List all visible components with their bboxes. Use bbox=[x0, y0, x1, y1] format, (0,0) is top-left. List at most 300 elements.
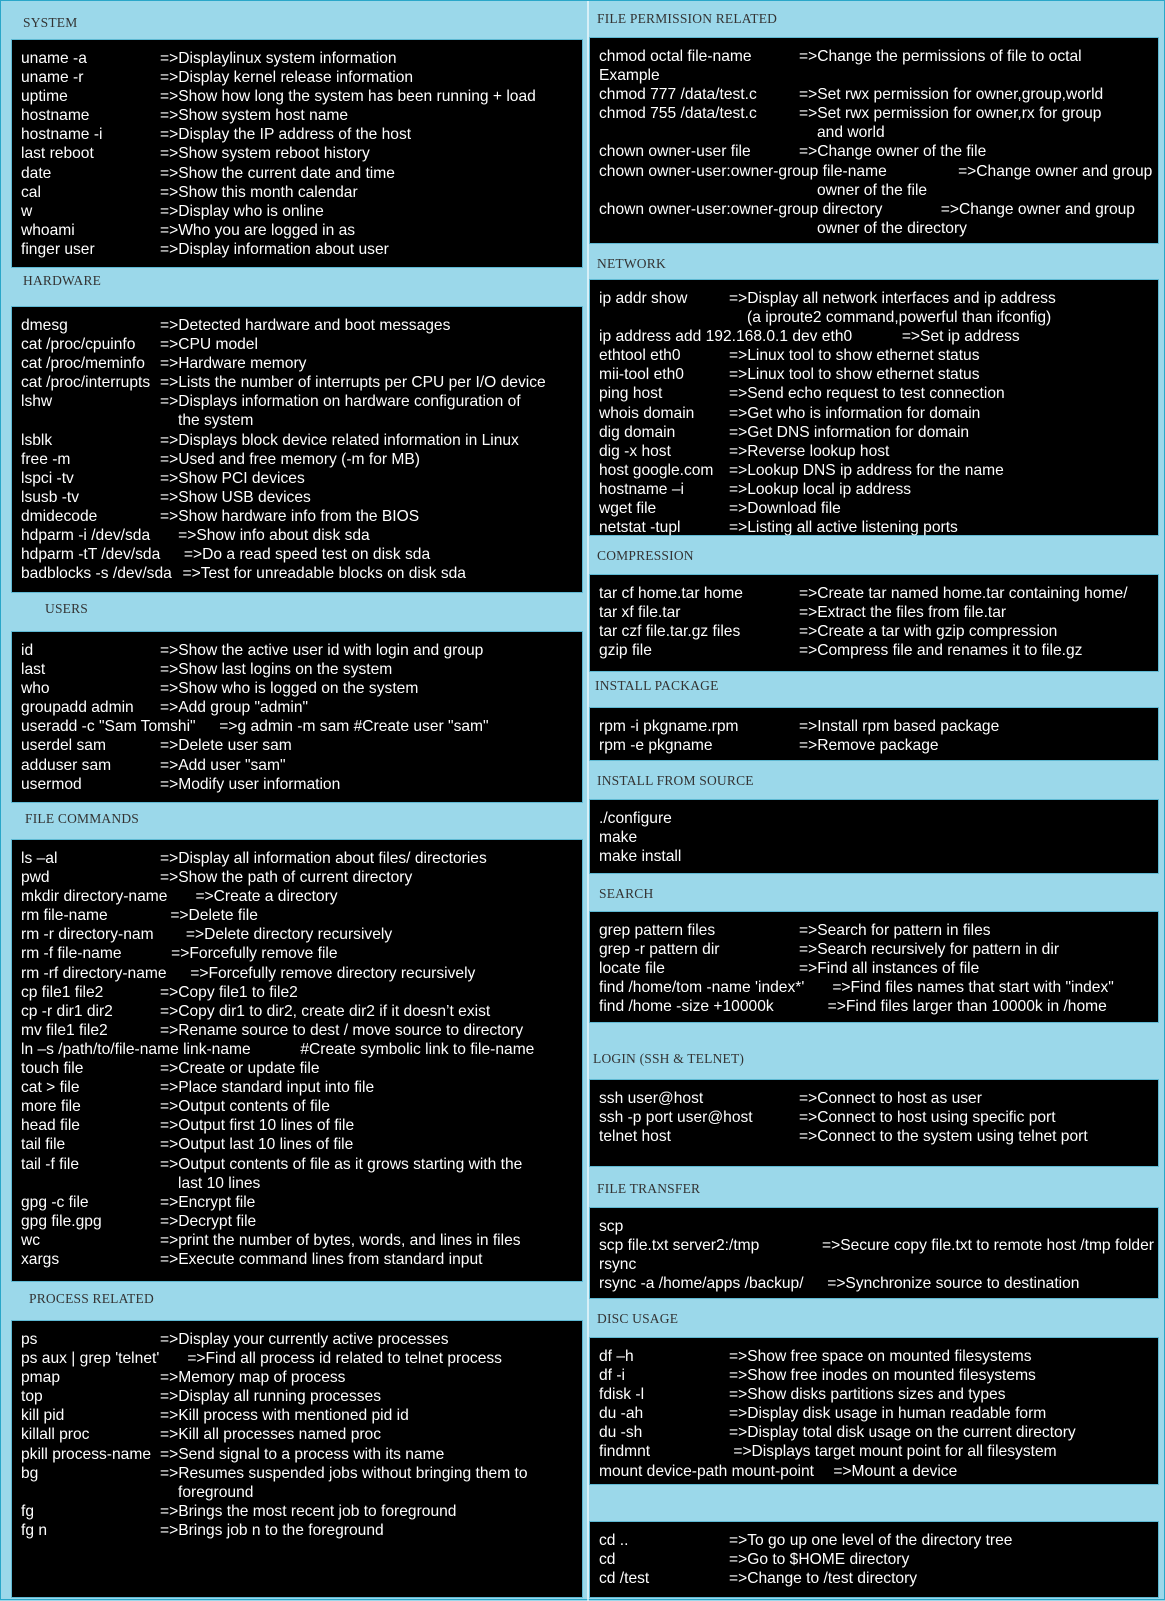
command: tail file bbox=[21, 1136, 66, 1154]
command: badblocks -s /dev/sda bbox=[21, 565, 181, 583]
command-description: =>Copy file1 to file2 bbox=[160, 983, 298, 1001]
command-row bbox=[21, 736, 582, 755]
command: chown owner-user file bbox=[599, 143, 751, 161]
command-row bbox=[599, 1217, 1158, 1236]
command-description-continued: (a iproute2 command,powerful than ifconfig) bbox=[747, 309, 1052, 327]
command: cd .. bbox=[599, 1532, 629, 1549]
command: gpg -c file bbox=[21, 1193, 89, 1211]
command-row bbox=[21, 660, 582, 679]
command-description: =>Show the active user id with login and group bbox=[160, 642, 484, 659]
command-row bbox=[21, 125, 582, 144]
command: pwd bbox=[21, 869, 50, 887]
command-row bbox=[21, 1078, 582, 1097]
command-row bbox=[599, 1423, 1158, 1442]
command-description: =>Create a directory bbox=[195, 888, 338, 906]
command-row bbox=[599, 442, 1158, 461]
command: netstat -tupl bbox=[599, 519, 681, 537]
command: chmod 755 /data/test.c bbox=[599, 105, 757, 123]
command: cal bbox=[21, 183, 41, 201]
command-row bbox=[21, 240, 582, 259]
command-row bbox=[599, 1531, 1158, 1550]
command-row bbox=[21, 507, 582, 526]
command-description: =>Show how long the system has been running + load bbox=[160, 88, 536, 106]
command-description: =>Execute command lines from standard input bbox=[160, 1250, 483, 1268]
command-row bbox=[21, 354, 582, 373]
command: mount device-path mount-point bbox=[599, 1462, 832, 1480]
command-row bbox=[21, 49, 582, 68]
command-description: =>Show who is logged on the system bbox=[160, 680, 419, 698]
command: Example bbox=[599, 67, 660, 85]
command-description: =>Find files larger than 10000k in /home bbox=[827, 998, 1107, 1016]
command: lsusb -tv bbox=[21, 488, 80, 506]
section-navigation bbox=[589, 1521, 1159, 1598]
command-row bbox=[599, 1108, 1158, 1127]
section-title-hardware: HARDWARE bbox=[23, 273, 102, 288]
command-row bbox=[599, 423, 1158, 442]
command-row bbox=[21, 488, 582, 507]
command-description: =>Encrypt file bbox=[160, 1193, 256, 1211]
command: df -i bbox=[599, 1367, 625, 1385]
command: cp file1 file2 bbox=[21, 983, 104, 1001]
command: adduser sam bbox=[21, 756, 112, 774]
command: pmap bbox=[21, 1369, 61, 1387]
command: mkdir directory-name bbox=[21, 888, 194, 906]
command-description: =>CPU model bbox=[160, 336, 258, 354]
command-row bbox=[599, 978, 1158, 997]
command: kill pid bbox=[21, 1407, 65, 1425]
command-description: =>Change to /test directory bbox=[729, 1570, 918, 1588]
command-row bbox=[21, 868, 582, 887]
command: rsync bbox=[599, 1256, 637, 1274]
command-description: =>Set ip address bbox=[901, 328, 1020, 346]
command: last reboot bbox=[21, 145, 94, 163]
command: lshw bbox=[21, 393, 53, 411]
section-title-install-package: INSTALL PACKAGE bbox=[595, 678, 719, 693]
command-description: =>Display your currently active processes bbox=[160, 1331, 449, 1348]
command: rm -f file-name bbox=[21, 945, 170, 963]
command-description: =>Show info about disk sda bbox=[178, 527, 370, 545]
command-row bbox=[599, 809, 1158, 828]
command-description: =>Linux tool to show ethernet status bbox=[729, 347, 980, 365]
command-description: =>Connect to host using specific port bbox=[799, 1109, 1056, 1127]
command-row bbox=[21, 335, 582, 354]
command-row bbox=[21, 469, 582, 488]
command: xargs bbox=[21, 1250, 60, 1268]
command: du -ah bbox=[599, 1405, 644, 1423]
command-row bbox=[599, 518, 1158, 537]
command-description-continued: owner of the directory bbox=[817, 219, 967, 237]
command: uptime bbox=[21, 88, 68, 106]
command-row bbox=[21, 183, 582, 202]
section-disc-usage bbox=[589, 1337, 1159, 1485]
command-description: =>Connect to host as user bbox=[799, 1090, 982, 1107]
command-description: =>Create or update file bbox=[160, 1060, 320, 1078]
command: userdel sam bbox=[21, 737, 106, 755]
command: ssh user@host bbox=[599, 1090, 704, 1107]
section-process-related bbox=[11, 1320, 583, 1598]
command-description: =>Display all network interfaces and ip address bbox=[729, 290, 1056, 307]
command: ln –s /path/to/file-name link-name bbox=[21, 1040, 299, 1058]
command-row bbox=[21, 1021, 582, 1040]
command: touch file bbox=[21, 1060, 84, 1078]
command: findmnt bbox=[599, 1443, 651, 1461]
command-row bbox=[599, 327, 1158, 346]
command: last bbox=[21, 661, 46, 679]
command-row bbox=[21, 925, 582, 944]
command: tail -f file bbox=[21, 1155, 80, 1173]
command-row bbox=[599, 1255, 1158, 1274]
command-description: =>Displays information on hardware configuration of bbox=[160, 393, 521, 411]
command-description: =>Find all process id related to telnet process bbox=[187, 1350, 502, 1368]
section-login-ssh-telnet bbox=[589, 1079, 1159, 1167]
command-description: =>Get DNS information for domain bbox=[729, 423, 970, 441]
command-description: =>Display disk usage in human readable form bbox=[729, 1405, 1047, 1423]
command-row bbox=[599, 1462, 1158, 1481]
command: chmod 777 /data/test.c bbox=[599, 86, 757, 104]
section-file-transfer bbox=[589, 1207, 1159, 1299]
command-row bbox=[21, 87, 582, 106]
command-row bbox=[21, 906, 582, 925]
command-description: =>Forcefully remove file bbox=[171, 945, 338, 963]
section-title-file-commands: FILE COMMANDS bbox=[25, 811, 139, 826]
command-row bbox=[599, 828, 1158, 847]
command: ./configure bbox=[599, 810, 672, 827]
command-row bbox=[21, 221, 582, 240]
command: hostname bbox=[21, 107, 90, 125]
command-row bbox=[21, 526, 582, 545]
command-row bbox=[21, 68, 582, 87]
command: whois domain bbox=[599, 404, 695, 422]
command: ip address add 192.168.0.1 dev eth0 bbox=[599, 328, 900, 346]
command-row bbox=[21, 1231, 582, 1250]
command: usermod bbox=[21, 775, 82, 793]
command-row bbox=[21, 1330, 582, 1349]
command-row bbox=[21, 164, 582, 183]
command-row bbox=[599, 584, 1158, 603]
command-description: =>Set rwx permission for owner,group,world bbox=[799, 86, 1104, 104]
command: who bbox=[21, 680, 50, 698]
command-row bbox=[599, 104, 1158, 123]
command-row bbox=[21, 564, 582, 583]
command-row bbox=[21, 450, 582, 469]
command-row bbox=[599, 47, 1158, 66]
command-row bbox=[21, 1406, 582, 1425]
command-row bbox=[21, 1502, 582, 1521]
command-row bbox=[599, 736, 1158, 755]
command: lspci -tv bbox=[21, 469, 74, 487]
section-title-file-permission-related: FILE PERMISSION RELATED bbox=[597, 11, 778, 26]
command-description: =>Hardware memory bbox=[160, 355, 307, 373]
command-row bbox=[21, 431, 582, 450]
command: df –h bbox=[599, 1348, 634, 1365]
command-description: =>Displaylinux system information bbox=[160, 50, 397, 67]
section-system bbox=[11, 39, 583, 268]
command: find /home/tom -name 'index*' bbox=[599, 979, 831, 997]
command-description: =>Add group "admin" bbox=[160, 699, 309, 717]
command-description: =>Extract the files from file.tar bbox=[799, 604, 1007, 622]
command-description: =>Get who is information for domain bbox=[729, 404, 981, 422]
command-description: =>Output contents of file bbox=[160, 1098, 330, 1116]
command-row bbox=[599, 1089, 1158, 1108]
section-network bbox=[589, 279, 1159, 536]
command-description-continued: the system bbox=[178, 412, 254, 430]
command-row bbox=[21, 144, 582, 163]
command-description: =>Show the path of current directory bbox=[160, 869, 413, 887]
section-title-search: SEARCH bbox=[599, 886, 654, 901]
command-row bbox=[599, 200, 1158, 219]
command-description: =>Display all running processes bbox=[160, 1388, 382, 1406]
command: more file bbox=[21, 1098, 81, 1116]
command-description: =>Output contents of file as it grows starting with the bbox=[160, 1155, 523, 1173]
command-description: =>Show system host name bbox=[160, 107, 349, 125]
command-description: =>Display information about user bbox=[160, 240, 389, 258]
command-row bbox=[21, 316, 582, 335]
command-row bbox=[599, 365, 1158, 384]
command-row bbox=[21, 717, 582, 736]
command-row bbox=[21, 392, 582, 411]
command-description: =>Delete directory recursively bbox=[185, 926, 393, 944]
command-row bbox=[21, 1040, 582, 1059]
command-description: =>Modify user information bbox=[160, 775, 341, 793]
command-description: =>g admin -m sam #Create user "sam" bbox=[219, 718, 489, 736]
command-description: =>Change owner of the file bbox=[799, 143, 987, 161]
command: make bbox=[599, 829, 638, 847]
command: cd bbox=[599, 1551, 616, 1569]
command-description: =>Lookup DNS ip address for the name bbox=[729, 461, 1004, 479]
command-description: =>Find all instances of file bbox=[799, 960, 980, 978]
command: date bbox=[21, 164, 52, 182]
command-description: =>Search recursively for pattern in dir bbox=[799, 941, 1060, 959]
command-row bbox=[599, 1236, 1158, 1255]
command: rpm -e pkgname bbox=[599, 737, 713, 755]
command-row bbox=[599, 1442, 1158, 1461]
command-row bbox=[599, 142, 1158, 161]
command-description: #Create symbolic link to file-name bbox=[300, 1040, 535, 1058]
section-users bbox=[11, 631, 583, 803]
command: top bbox=[21, 1388, 43, 1406]
command-row bbox=[599, 717, 1158, 736]
command-description: =>Brings job n to the foreground bbox=[160, 1521, 384, 1539]
command-description: =>Test for unreadable blocks on disk sda bbox=[182, 565, 466, 583]
command-row bbox=[599, 1569, 1158, 1588]
command: lsblk bbox=[21, 431, 53, 449]
command: ethtool eth0 bbox=[599, 347, 681, 365]
command: ping host bbox=[599, 385, 663, 403]
command: gzip file bbox=[599, 642, 652, 660]
section-title-file-transfer: FILE TRANSFER bbox=[597, 1181, 701, 1196]
command: telnet host bbox=[599, 1128, 671, 1146]
command-description: =>Listing all active listening ports bbox=[729, 519, 958, 537]
command-description: =>Copy dir1 to dir2, create dir2 if it doesn’t exist bbox=[160, 1002, 491, 1020]
command: rm -r directory-nam bbox=[21, 926, 184, 944]
command-row bbox=[21, 1193, 582, 1212]
command: rsync -a /home/apps /backup/ bbox=[599, 1275, 826, 1293]
command-row bbox=[21, 1059, 582, 1078]
command-row bbox=[599, 603, 1158, 622]
command-description: =>Show this month calendar bbox=[160, 183, 358, 201]
command-row bbox=[21, 202, 582, 221]
command-description: =>To go up one level of the directory tree bbox=[729, 1532, 1013, 1549]
command: ip addr show bbox=[599, 290, 688, 307]
command: fg bbox=[21, 1502, 35, 1520]
command-row bbox=[21, 849, 582, 868]
command: tar xf file.tar bbox=[599, 604, 681, 622]
command: scp bbox=[599, 1218, 624, 1235]
command-description: =>Change owner and group bbox=[958, 162, 1153, 180]
command: wc bbox=[21, 1231, 41, 1249]
command: rpm -i pkgname.rpm bbox=[599, 718, 739, 735]
section-title-system: SYSTEM bbox=[23, 15, 78, 30]
command: cat /proc/meminfo bbox=[21, 355, 145, 373]
command-row bbox=[599, 921, 1158, 940]
command: uname -a bbox=[21, 50, 87, 67]
command: groupadd admin bbox=[21, 699, 134, 717]
command-description-continued: owner of the file bbox=[817, 181, 928, 199]
command-row bbox=[599, 404, 1158, 423]
section-title-users: USERS bbox=[45, 601, 89, 616]
command-description: =>print the number of bytes, words, and lines in files bbox=[160, 1231, 521, 1249]
command-row bbox=[21, 1097, 582, 1116]
command: host google.com bbox=[599, 461, 714, 479]
command-description: =>Resumes suspended jobs without bringing them to bbox=[160, 1464, 528, 1482]
command-row bbox=[599, 346, 1158, 365]
command-description: =>Who you are logged in as bbox=[160, 221, 356, 239]
command-description-continued: foreground bbox=[178, 1483, 254, 1501]
command-description: =>Show the current date and time bbox=[160, 164, 395, 182]
command-description: =>Kill all processes named proc bbox=[160, 1426, 382, 1444]
command: uname -r bbox=[21, 69, 84, 87]
section-hardware bbox=[11, 306, 583, 593]
command-row bbox=[21, 641, 582, 660]
command-description: =>Decrypt file bbox=[160, 1212, 257, 1230]
command-description: =>Install rpm based package bbox=[799, 718, 1000, 735]
command-description: =>Show free space on mounted filesystems bbox=[729, 1348, 1032, 1365]
command: hostname -i bbox=[21, 126, 103, 144]
command-description: =>Show USB devices bbox=[160, 488, 311, 506]
command-row bbox=[599, 997, 1158, 1016]
command: grep -r pattern dir bbox=[599, 941, 720, 959]
command-row bbox=[21, 1464, 582, 1483]
command: cat /proc/cpuinfo bbox=[21, 336, 136, 354]
command: gpg file.gpg bbox=[21, 1212, 102, 1230]
command-description: =>Used and free memory (-m for MB) bbox=[160, 450, 420, 468]
section-title-network: NETWORK bbox=[597, 256, 666, 271]
command: cd /test bbox=[599, 1570, 650, 1588]
command-description: =>Output first 10 lines of file bbox=[160, 1117, 355, 1135]
section-title-install-from-source: INSTALL FROM SOURCE bbox=[597, 773, 754, 788]
command-description: =>Rename source to dest / move source to directory bbox=[160, 1021, 524, 1039]
command-description: =>Display the IP address of the host bbox=[160, 126, 412, 144]
command: free -m bbox=[21, 450, 71, 468]
command-row bbox=[21, 1521, 582, 1540]
command: mii-tool eth0 bbox=[599, 366, 684, 384]
command-row bbox=[21, 1002, 582, 1021]
command-row bbox=[21, 775, 582, 794]
command: pkill process-name bbox=[21, 1445, 151, 1463]
command-description: =>Memory map of process bbox=[160, 1369, 346, 1387]
command: dig domain bbox=[599, 423, 676, 441]
command-row bbox=[599, 1550, 1158, 1569]
command-row bbox=[21, 1135, 582, 1154]
command-row bbox=[21, 545, 582, 564]
command-description: =>Add user "sam" bbox=[160, 756, 286, 774]
section-file-commands bbox=[11, 839, 583, 1282]
command-description: =>Forcefully remove directory recursively bbox=[190, 964, 476, 982]
command-row bbox=[599, 959, 1158, 978]
command: ps bbox=[21, 1331, 38, 1348]
command-description: =>Search for pattern in files bbox=[799, 922, 991, 939]
command-row bbox=[21, 1155, 582, 1174]
command-description: =>Brings the most recent job to foreground bbox=[160, 1502, 457, 1520]
command-description: =>Change the permissions of file to octal bbox=[799, 48, 1082, 65]
command-description: =>Display total disk usage on the current directory bbox=[729, 1424, 1076, 1442]
section-compression bbox=[589, 574, 1159, 672]
command: dig -x host bbox=[599, 442, 671, 460]
command: chown owner-user:owner-group directory bbox=[599, 200, 939, 218]
command-row bbox=[599, 461, 1158, 480]
command-row bbox=[21, 106, 582, 125]
command: fg n bbox=[21, 1521, 48, 1539]
command: useradd -c "Sam Tomshi" bbox=[21, 718, 218, 736]
command-description: =>Lookup local ip address bbox=[729, 480, 912, 498]
command-row bbox=[21, 1250, 582, 1269]
command-description: =>Reverse lookup host bbox=[729, 442, 890, 460]
command-description: =>Displays block device related information in Linux bbox=[160, 431, 519, 449]
command: w bbox=[21, 202, 33, 220]
command-description: =>Show disks partitions sizes and types bbox=[729, 1386, 1006, 1404]
command: grep pattern files bbox=[599, 922, 716, 939]
command-row bbox=[21, 1116, 582, 1135]
command-description: =>Send echo request to test connection bbox=[729, 385, 1005, 403]
command: cat > file bbox=[21, 1079, 80, 1097]
command-description: =>Synchronize source to destination bbox=[827, 1275, 1080, 1293]
command-row bbox=[599, 162, 1158, 181]
command-description: =>Find files names that start with "index" bbox=[832, 979, 1114, 997]
command: hdparm -tT /dev/sda bbox=[21, 546, 182, 564]
command: cat /proc/interrupts bbox=[21, 374, 151, 392]
command: hdparm -i /dev/sda bbox=[21, 527, 177, 545]
command-row bbox=[21, 698, 582, 717]
section-title-login-ssh-telnet: LOGIN (SSH & TELNET) bbox=[593, 1051, 745, 1066]
command-row bbox=[599, 1127, 1158, 1146]
command-description-continued: last 10 lines bbox=[178, 1174, 261, 1192]
command-row bbox=[599, 66, 1158, 85]
command-description: =>Delete file bbox=[170, 907, 258, 925]
command-description: =>Place standard input into file bbox=[160, 1079, 375, 1097]
command-description: =>Do a read speed test on disk sda bbox=[183, 546, 431, 564]
command-row bbox=[21, 373, 582, 392]
command-description: =>Lists the number of interrupts per CPU per I/O device bbox=[160, 374, 546, 392]
command-description: =>Create a tar with gzip compression bbox=[799, 623, 1058, 641]
section-title-disc-usage: DISC USAGE bbox=[597, 1311, 679, 1326]
command-row bbox=[599, 641, 1158, 660]
command-row bbox=[599, 1274, 1158, 1293]
command-description: =>Set rwx permission for owner,rx for group bbox=[799, 105, 1102, 123]
command-row bbox=[21, 887, 582, 906]
command-description: =>Show free inodes on mounted filesystems bbox=[729, 1367, 1036, 1385]
command-description: =>Delete user sam bbox=[160, 737, 292, 755]
command: dmidecode bbox=[21, 507, 98, 525]
command-description: =>Send signal to a process with its name bbox=[160, 1445, 445, 1463]
command-description: =>Mount a device bbox=[833, 1462, 958, 1480]
command-description: =>Download file bbox=[729, 500, 841, 518]
command: locate file bbox=[599, 960, 665, 978]
command-row bbox=[599, 940, 1158, 959]
section-file-permission-related bbox=[589, 37, 1159, 244]
command-row bbox=[599, 847, 1158, 866]
command-row bbox=[21, 1387, 582, 1406]
command-row bbox=[21, 944, 582, 963]
